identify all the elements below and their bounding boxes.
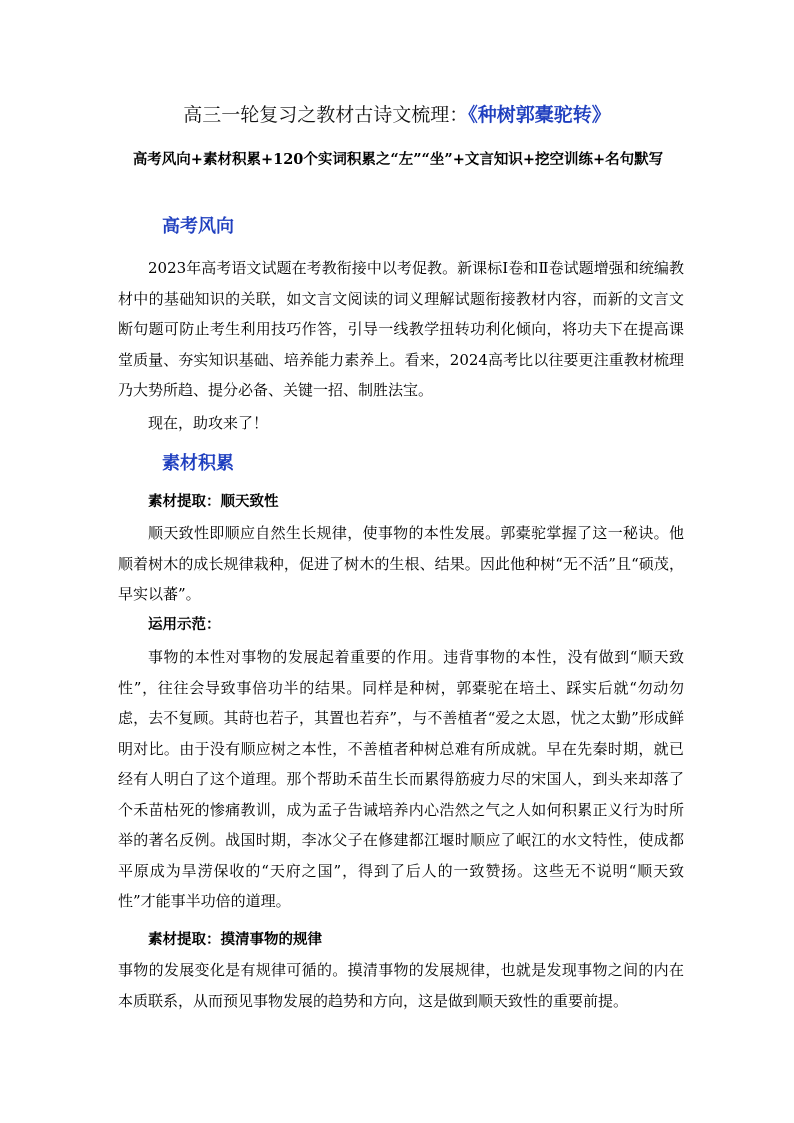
- page-subtitle: 高考风向+素材积累+120个实词积累之“左”“坐”+文言知识+挖空训练+名句默写: [132, 151, 664, 168]
- trend-paragraph-2: 现在，助攻来了！: [148, 414, 269, 432]
- material-label-2: 运用示范：: [148, 616, 221, 633]
- material-label-3: 素材提取：摸清事物的规律: [148, 931, 322, 948]
- section-heading-material: 素材积累: [162, 453, 234, 474]
- page-title: [0, 102, 794, 128]
- material-paragraph-1: 顺天致性即顺应自然生长规律，使事物的本性发展。郭橐驼掌握了这一秘诀。他顺着树木的成长规律栽种，促进了树木的生根、结果。因此他种树“无不活”且“硕茂，早实以蕃”。: [118, 524, 684, 603]
- material-label-1: 素材提取：顺天致性: [148, 493, 279, 510]
- title-main: 高三一轮复习之教材古诗文梳理：: [183, 104, 469, 126]
- material-paragraph-3: 事物的发展变化是有规律可循的。摸清事物的发展规律，也就是发现事物之间的内在本质联系，从而预见事物发展的趋势和方向，这是做到顺天致性的重要前提。: [118, 961, 684, 1010]
- material-paragraph-2: 事物的本性对事物的发展起着重要的作用。违背事物的本性，没有做到“顺天致性”，往往会导致事倍功半的结果。同样是种树，郭橐驼在培土、踩实后就“勿动勿虑，去不复顾。其莳也若子，其置也若弃”，与不善植者“爱之太恩，忧之太勤”形成鲜明对比。由于没有顺应树之本性，不善植者种树总难有所成就。早在先秦时期，就已经有人明白了这个道理。那个帮助禾苗生长而累得筋疲力尽的宋国人，到头来却落了个禾苗枯死的惨痛教训，成为孟子告诫培养内心浩然之气之人如何积累正义行为时所举的著名反例。战国时期，李冰父子在修建都江堰时顺应了岷江的水文特性，使成都平原成为旱涝保收的“天府之国”，得到了后人的一致赞扬。这些无不说明“顺天致性”才能事半功倍的道理。: [118, 648, 684, 910]
- section-heading-trend: 高考风向: [162, 216, 234, 237]
- title-highlight: 《种树郭橐驼转》: [468, 104, 611, 126]
- trend-paragraph: 2023年高考语文试题在考教衔接中以考促教。新课标Ⅰ卷和Ⅱ卷试题增强和统编教材中的基础知识的关联，如文言文阅读的词义理解试题衔接教材内容，而新的文言文断句题可防止考生利用技巧作答，引导一线教学扭转功利化倾向，将功夫下在提高课堂质量、夯实知识基础、培养能力素养上。看来，2024高考比以往要更注重教材梳理乃大势所趋、提分必备、关键一招、制胜法宝。: [118, 259, 684, 399]
